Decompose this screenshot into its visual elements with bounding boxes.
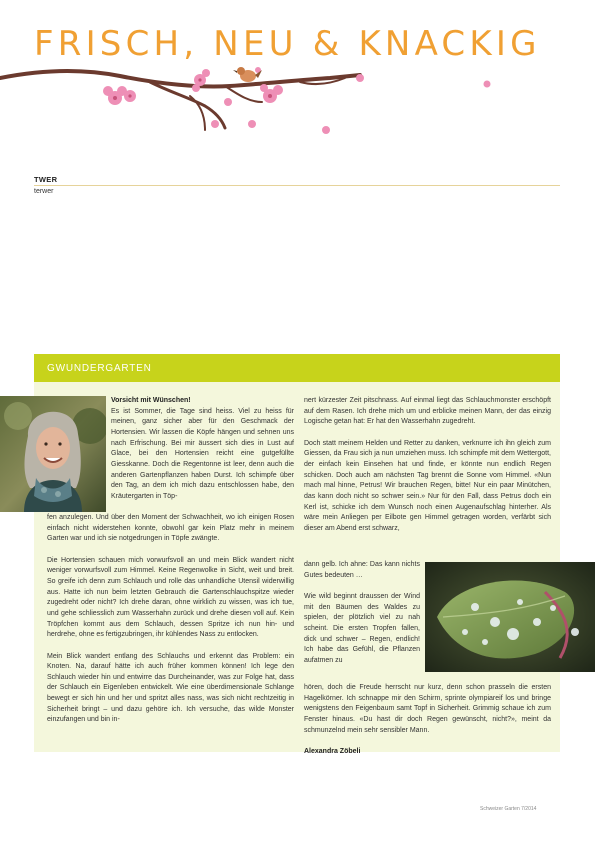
author-name: Alexandra Zöbeli xyxy=(304,747,361,755)
article-column-2-middle xyxy=(304,560,420,667)
paragraph: Doch statt meinem Helden und Retter zu danken, verknurre ich ihn gleich zum Giessen, da Frau sich ja nun umziehen muss. Ich schimpfe mit dem Wettergott, der einfach kein Einsehen hat und finde, er könnte nun endlich Regen schicken. Doch auch am nächsten Tag brennt die Sonne vom Himmel. «Nun mach mal hinne, Petrus! Wir brauchen Regen, bitte! Nur ein paar Minütchen, das kann doch nicht so schwer sein.» Nur für den Fall, dass Petrus doch ein Kerl ist, schicke ich dem Wunsch noch einen Augenaufschlag hinterher. Als wäre mein Anliegen per Eilbote gen Himmel getragen worden, verfärbt sich dieser am Abend erst schwarz, xyxy=(304,439,551,532)
article-column-1-top xyxy=(111,396,294,503)
paragraph: hören, doch die Freude herrscht nur kurz, denn schon prasseln die ersten Hagelkörner. Ich schnappe mir den Schirm, sprinte olympiareif los und bringe wenigstens den Feigenbaum samt Topf in Sicherheit. Grimmig schaue ich zum Fenster hinaus. «Du hast dir doch Regen gewünscht, nicht?», meint da schmunzelnd mein sehr sensibler Mann. xyxy=(304,684,551,734)
paragraph: Mein Blick wandert entlang des Schlauchs und erkennt das Problem: ein Knoten. Na, darauf hätte ich auch früher kommen können! Ich lege den Schlauch wieder hin und entwirre das Durcheinander, was zur Folge hat, dass der Schlauch ein Eigenleben entwickelt. Wie eine überdimensionale Schlange bewegt er sich hin und her und spritzt alles nass, was sich nicht rechtzeitig in Sicherheit bringt – und dazu gehöre ich. Ich versuche, das wilde Monster einzufangen und bin in- xyxy=(47,652,294,724)
author-photo xyxy=(0,396,106,512)
paragraph: Wie wild beginnt draussen der Wind mit den Bäumen des Waldes zu spielen, der plötzlich viel zu nah scheint. Die ersten Tropfen fallen, dick und schwer – Regen, endlich! Ich habe das Gefühl, die Pflanzen aufatmen zu xyxy=(304,592,420,664)
cherry-blossom-branch-illustration xyxy=(0,58,595,138)
article-column-2-top xyxy=(304,396,551,535)
paragraph: Es ist Sommer, die Tage sind heiss. Viel zu heiss für meinen, ganz sicher aber für den Geschmack der Hortensien. Wir lassen die Köpfe hängen und sehnen uns nach Erfrischung. Bei mir äussert sich dies in Lust auf Glace, bei den Hortensien reicht eine gutgefüllte Giesskanne. Doch die Regentonne ist leer, denn auch die anderen Gartenpflanzen haben Durst. Ich schimpfe über den Tag, an dem ich mich dazu entschlossen habe, den Kräutergarten in Töp- xyxy=(111,407,294,500)
section-sublabel: terwer xyxy=(34,188,54,195)
paragraph: dann gelb. Ich ahne: Das kann nichts Gutes bedeuten … xyxy=(304,561,420,579)
article-column-1-bottom xyxy=(47,513,294,726)
page-footer: Schweizer Garten 7/2014 xyxy=(480,806,537,812)
article-heading: Vorsicht mit Wünschen! xyxy=(111,397,191,404)
section-bar xyxy=(34,354,560,382)
article-column-2-bottom xyxy=(304,683,551,758)
paragraph: nert kürzester Zeit pitschnass. Auf einmal liegt das Schlauchmonster erschöpft auf dem Rasen. Ich drehe mich um und erblicke meinen Mann, der das einzig Logische getan hat: Er hat den Wasserhahn zugedreht. xyxy=(304,397,551,426)
section-label: TWER xyxy=(34,175,58,184)
paragraph: Die Hortensien schauen mich vorwurfsvoll an und mein Blick wandert nicht weniger vorwurfsvoll zum Himmel. Keine Regenwolke in Sicht, weit und breit. So greife ich denn zum Schlauch und rolle das unhandliche Utensil widerwillig aus. Hatte ich nun beim letzten Gebrauch die Gartenschlauchspitze wieder zugedreht oder nicht? Ich drehe daran, ohne wirklich zu wissen, was ich tue, und gehe schliesslich zum Wasserhahn zurück und drehe diesen voll auf. Kein Tröpfchen kommt aus dem Schlauch, dessen Spritze ich nun hin- und herdrehe, ohne es fertigzubringen, ihr kühlendes Nass zu entlocken. xyxy=(47,556,294,639)
section-title: GWUNDERGARTEN xyxy=(47,363,152,374)
paragraph: fen anzulegen. Und über den Moment der Schwachheit, wo ich einigen Rosen einfach nicht widerstehen konnte, obwohl gar kein Platz mehr in meinem Garten war und ich sie notgedrungen in Töpfe zwängte. xyxy=(47,514,294,543)
divider xyxy=(34,185,560,186)
page-title: FRISCH, NEU & KNACKIG xyxy=(34,24,541,64)
leaf-raindrops-photo xyxy=(425,562,595,672)
